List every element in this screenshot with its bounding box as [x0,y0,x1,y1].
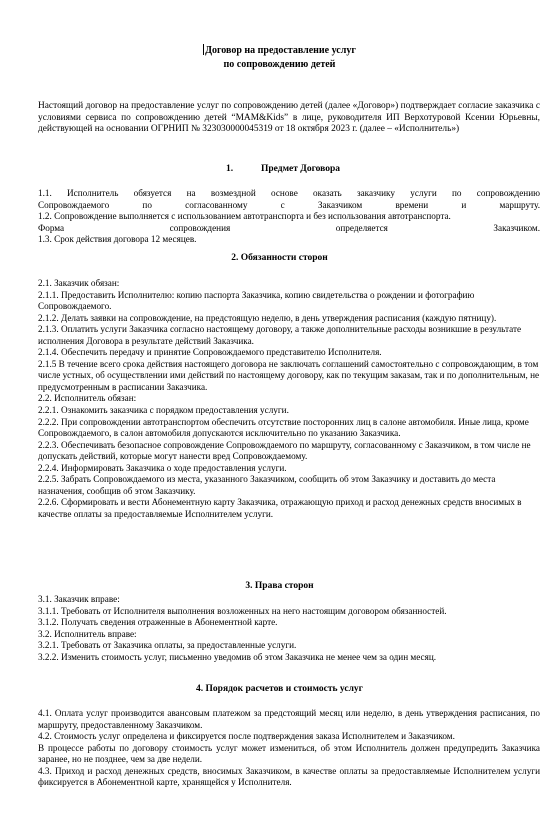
clause-2-2-5: 2.2.5. Забрать Сопровождаемого из места, указанного Заказчиком, сообщить об этом Заказчику и доставить до места назначения, сообщив об этом Заказчику. [38,474,496,496]
clause-2-2-3: 2.2.3. Обеспечивать безопасное сопровождение Сопровождаемого по маршруту, согласованному с Заказчиком, в том числе не допускать действий, которые могут нанести вред Сопровождаемому. [38,439,531,462]
section-3-body [38,594,540,663]
clause-4-1: 4.1. Оплата услуг производится авансовым платежом за предстоящий месяц или неделю, в день утверждения расписания, по маршруту, предоставленному Заказчиком. [38,708,540,730]
intro-paragraph: Настоящий договор на предоставление услуг по сопровождению детей (далее «Договор») подтверждает согласие заказчика с условиями сервиса по сопровождению детей “MAM&Kids” в лице, руководителя ИП Верхотуровой Ксении Юрьевны, действующей на основании ОГРНИП № 323030000045319 от 18 октября 2023 г. (далее – «Исполнитель») [38,101,540,135]
clause-4-3: 4.3. Приход и расход денежных средств, вносимых Заказчиком, в качестве оплаты за предоставляемые Исполнителем услуги фиксируется в Абонементной карте, хранящейся у Исполнителя. [38,765,540,788]
section-3-title: 3. Права сторон [245,581,314,591]
clause-3-2: 3.2. Исполнитель вправе: [38,628,137,639]
section-4-title: 4. Порядок расчетов и стоимость услуг [196,684,363,694]
section-2-body [38,278,540,520]
clause-2-2-6: 2.2.6. Сформировать и вести Абонементную карту Заказчика, отражающую приход и расход денежных средств вносимых в качестве оплаты за предоставляемые Исполнителем услуги. [38,497,522,519]
clause-1-3: 1.3. Срок действия договора 12 месяцев. [38,234,197,245]
text-cursor [203,44,204,55]
document-title-line-2: по сопровождению детей [223,59,336,70]
clause-2-1: 2.1. Заказчик обязан: [38,278,120,288]
clause-2-2: 2.2. Исполнитель обязан: [38,393,137,404]
clause-2-1-2: 2.1.2. Делать заявки на сопровождение, на предстоящую неделю, в день утверждения расписания (каждую пятницу). [38,312,497,323]
clause-1-1-cont: Сопровождаемого по согласованному с Заказчиком времени и маршруту. [38,199,540,210]
clause-4-2-cont: В процессе работы по договору стоимость услуг может измениться, об этом Исполнитель должен предупредить Заказчика заранее, но не позднее, чем за две недели. [38,742,540,765]
clause-2-1-4: 2.1.4. Обеспечить передачу и принятие Сопровождаемого представителю Исполнителя. [38,347,382,358]
clause-3-2-1: 3.2.1. Требовать от Заказчика оплаты, за предоставленные услуги. [38,640,297,651]
clause-1-2: 1.2. Сопровождение выполняется с использованием автотранспорта и без использования автотранспорта. [38,211,451,222]
document-title-line-1: Договор на предоставление услуг [205,45,356,56]
clause-2-2-4: 2.2.4. Информировать Заказчика о ходе предоставления услуги. [38,462,287,473]
clause-2-2-2: 2.2.2. При сопровождении автотранспортом обеспечить отсутствие посторонних лиц в салоне автомобиля. Иные лица, кроме Сопровождаемого, в салон автомобиля допускаются исключительно по указанию Заказчика. [38,416,529,439]
section-1-title: Предмет Договора [261,164,341,174]
clause-3-2-2: 3.2.2. Изменить стоимость услуг, письменно уведомив об этом Заказчика не менее чем за один месяц. [38,651,437,662]
clause-2-1-1: 2.1.1. Предоставить Исполнителю: копию паспорта Заказчика, копию свидетельства о рождении и фотографию Сопровождаемого. [38,289,475,312]
clause-4-2: 4.2. Стоимость услуг определена и фиксируется после подтверждения заказа Исполнителем и Заказчиком. [38,731,455,742]
section-4-body [38,708,540,789]
clause-1-1: 1.1. Исполнитель обязуется на возмездной основе оказать заказчику услуги по сопровождению [38,188,540,198]
clause-1-2-cont: Форма сопровождения определяется Заказчиком. [38,222,540,233]
clause-2-1-5: 2.1.5 В течение всего срока действия настоящего договора не заключать соглашений самостоятельно с сопровождающим, в том числе устных, об осуществлении ими действий по настоящему договору, как по текущим заказам, так и по дополнительным, не предусмотренным в расписании Заказчика. [38,358,540,392]
section-1-body [38,188,540,246]
section-2-title: 2. Обязанности сторон [231,253,328,263]
clause-2-1-3: 2.1.3. Оплатить услуги Заказчика согласно настоящему договору, а также дополнительные расходы возникшие в результате исполнения Договора в результате действий Заказчика. [38,324,522,346]
clause-2-2-1: 2.2.1. Ознакомить заказчика с порядком предоставления услуги. [38,405,289,416]
clause-3-1-2: 3.1.2. Получать сведения отраженные в Абонементной карте. [38,617,278,628]
clause-3-1-1: 3.1.1. Требовать от Исполнителя выполнения возложенных на него настоящим договором обязанностей. [38,605,447,616]
clause-3-1: 3.1. Заказчик вправе: [38,594,120,604]
section-1-number: 1. [226,164,234,174]
